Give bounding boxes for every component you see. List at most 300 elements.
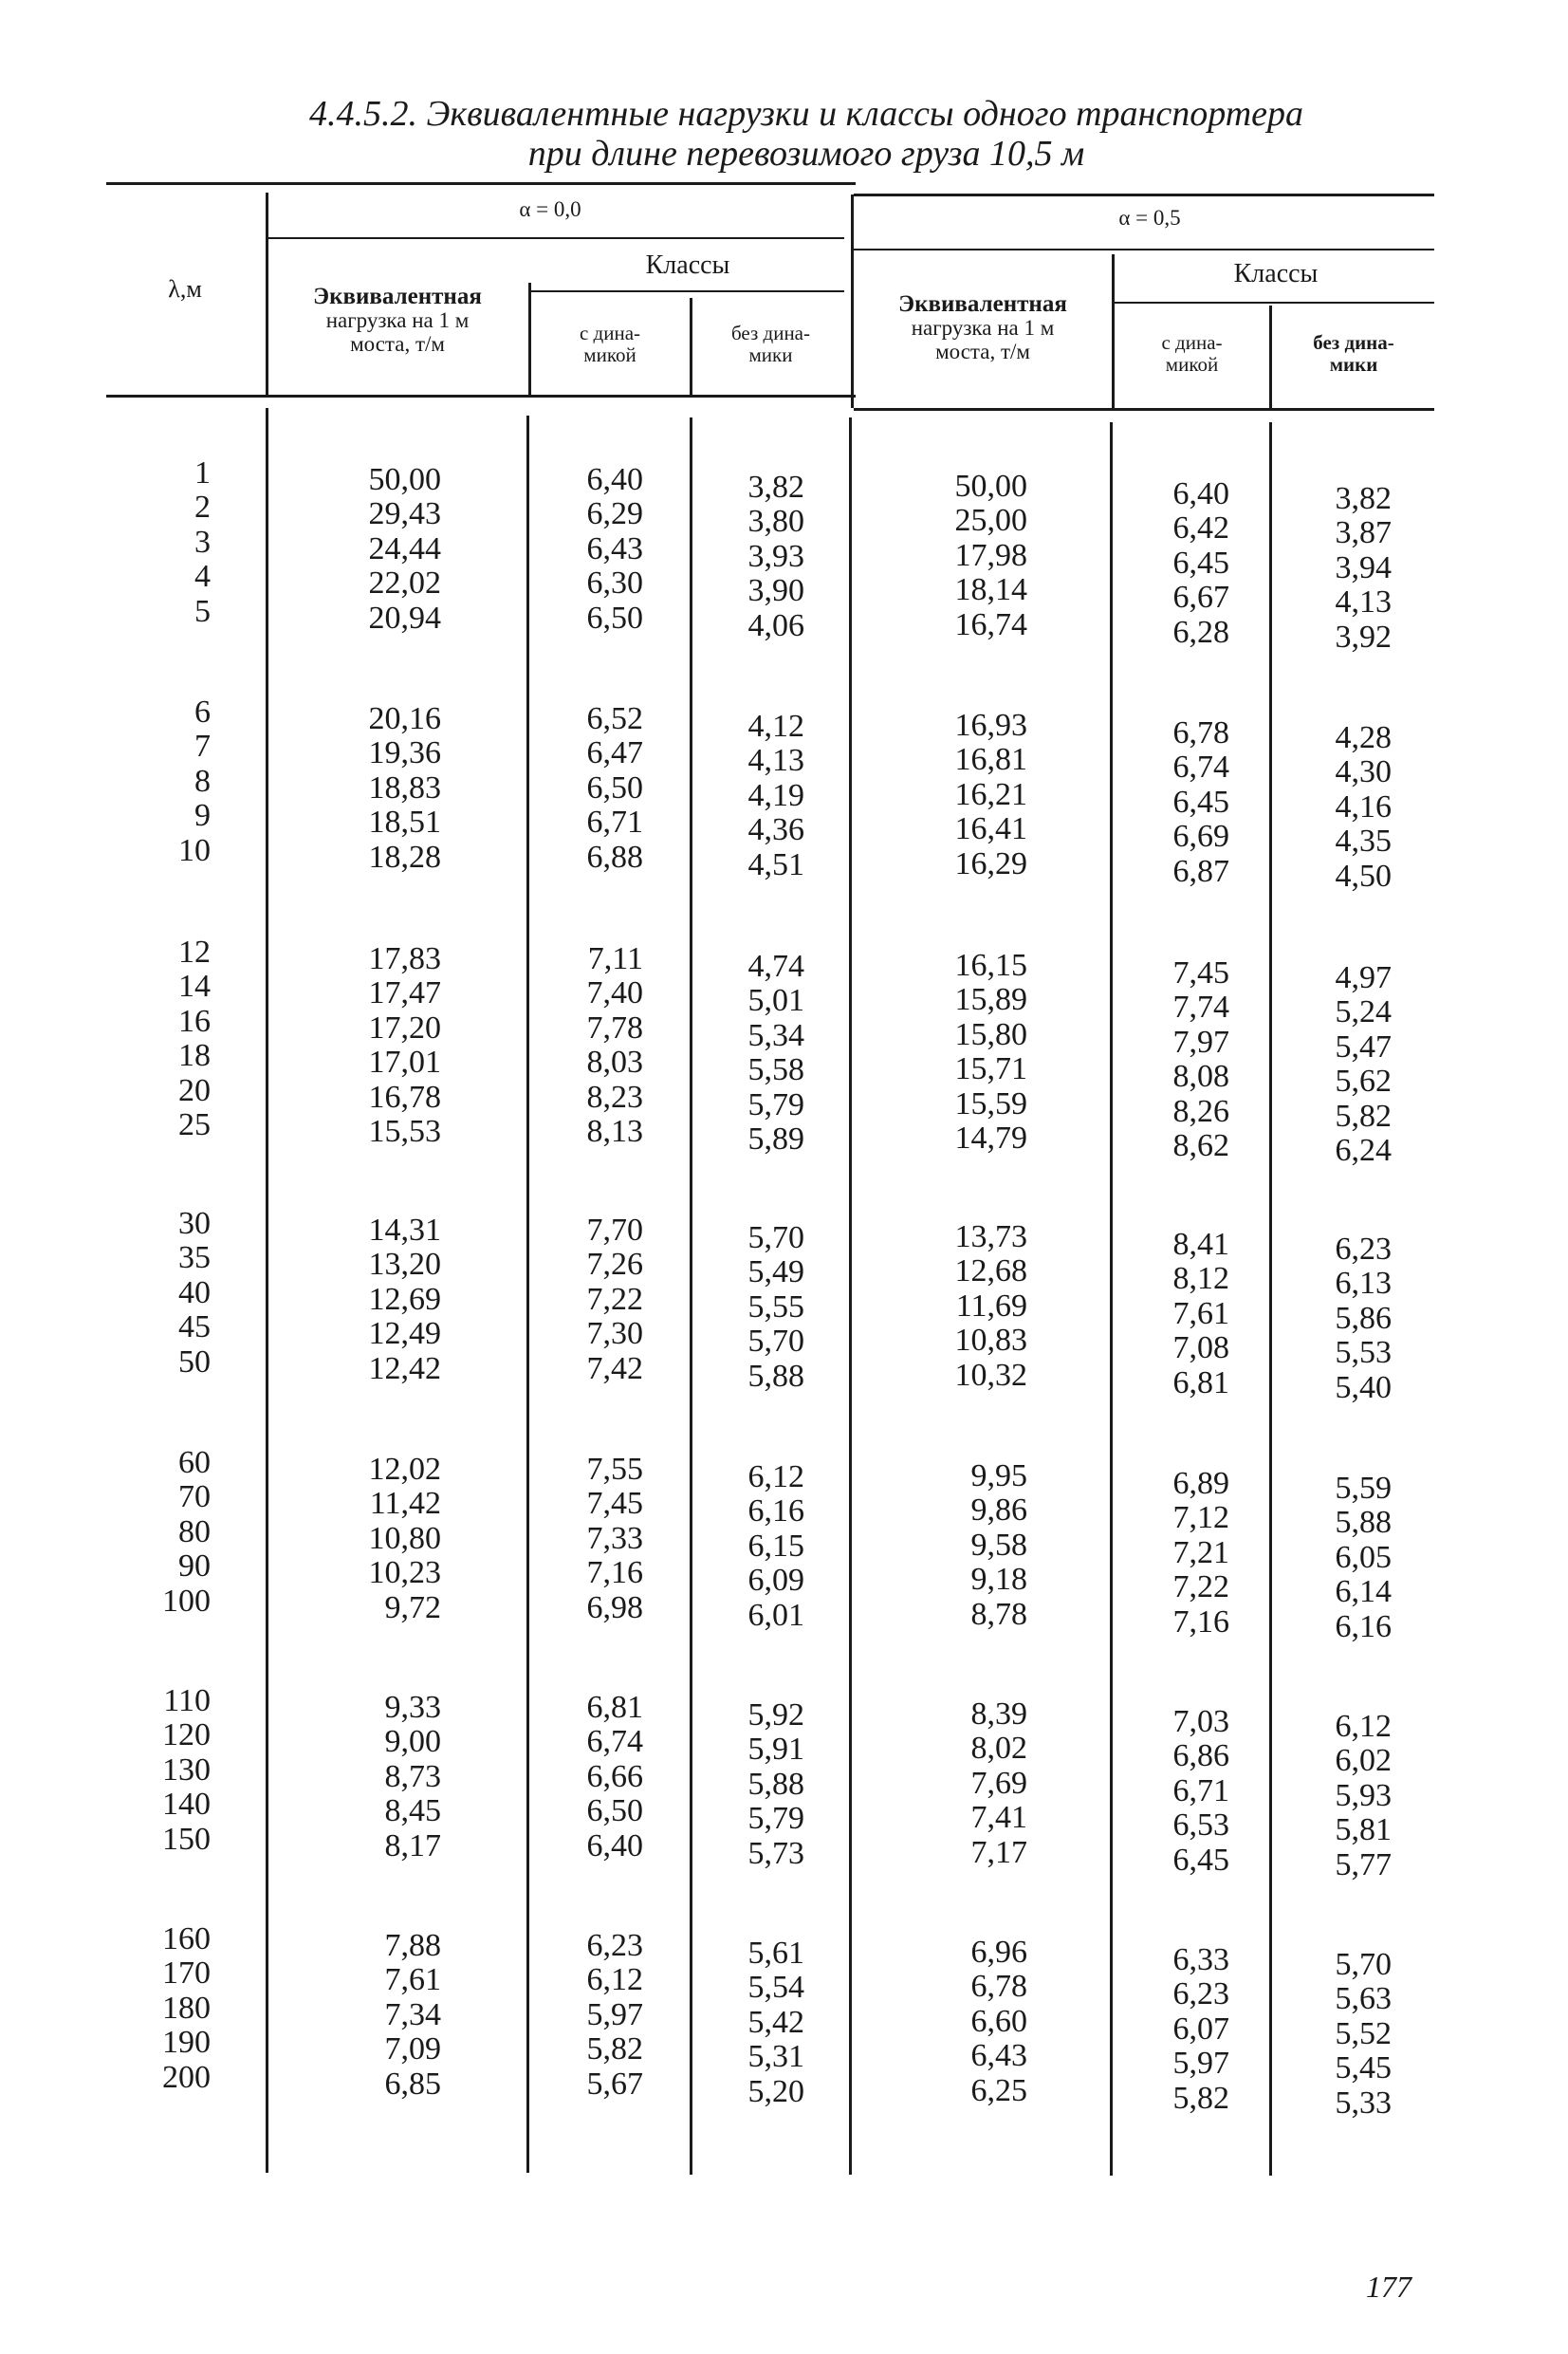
a5-dyn-cell: 6,89	[1172, 1466, 1229, 1501]
a5-load-cell: 18,14	[954, 572, 1027, 608]
a0-nodyn-column	[748, 1221, 805, 1394]
a0-dyn-cell: 7,45	[586, 1486, 643, 1522]
a0-dyn-column	[587, 1929, 644, 2102]
a5-nodyn-column	[1336, 1948, 1393, 2121]
dyn-line1: с дина-	[1161, 331, 1223, 354]
a0-nodyn-cell: 5,88	[747, 1766, 804, 1802]
a0-dyn-cell: 7,40	[586, 975, 643, 1011]
a0-nodyn-column	[748, 1937, 805, 2109]
a5-load-cell: 11,69	[955, 1288, 1027, 1324]
a0-load-cell: 20,94	[368, 600, 441, 636]
a0-nodyn-cell: 5,79	[747, 1086, 804, 1122]
a0-dyn-cell: 7,30	[586, 1316, 643, 1352]
col-divider-4	[851, 195, 854, 408]
a0-load-column	[385, 1929, 442, 2102]
nodyn-header-a5	[1272, 332, 1435, 376]
top-rule-right	[854, 194, 1434, 196]
lambda-cell: 4	[194, 559, 211, 595]
a5-load-cell: 9,18	[970, 1562, 1027, 1598]
alpha0-rule	[267, 237, 844, 239]
a5-dyn-cell: 6,69	[1172, 819, 1229, 855]
a0-dyn-cell: 6,88	[586, 839, 643, 875]
lambda-column	[162, 1922, 211, 2095]
col-divider-1	[266, 193, 268, 397]
a5-nodyn-column	[1336, 1710, 1393, 1882]
a5-dyn-cell: 8,41	[1172, 1227, 1229, 1262]
a5-load-cell: 10,32	[954, 1357, 1027, 1393]
a5-dyn-column	[1173, 1705, 1230, 1878]
a5-load-cell: 17,98	[954, 537, 1027, 573]
a0-nodyn-column	[748, 471, 805, 643]
a0-dyn-cell: 6,30	[586, 565, 643, 602]
a5-nodyn-cell: 4,50	[1335, 858, 1392, 894]
alpha0-header: α = 0,0	[519, 197, 581, 221]
a5-load-cell: 6,43	[970, 2038, 1027, 2074]
a5-nodyn-cell: 5,70	[1335, 1947, 1392, 1982]
a5-dyn-cell: 6,07	[1172, 2011, 1229, 2047]
a0-dyn-cell: 6,29	[586, 496, 643, 532]
a5-dyn-cell: 6,78	[1172, 715, 1229, 751]
a0-nodyn-cell: 4,74	[747, 949, 804, 984]
a5-dyn-cell: 6,87	[1172, 853, 1229, 889]
a5-dyn-cell: 7,61	[1172, 1295, 1229, 1331]
a5-load-cell: 6,25	[970, 2072, 1027, 2108]
a5-load-cell: 9,95	[970, 1458, 1027, 1493]
a5-nodyn-cell: 4,35	[1335, 824, 1392, 860]
a0-nodyn-column	[748, 1698, 805, 1871]
lambda-cell: 80	[178, 1513, 211, 1549]
a0-load-cell: 15,53	[368, 1114, 441, 1150]
a5-load-cell: 16,81	[954, 742, 1027, 778]
a5-load-cell: 16,21	[954, 776, 1027, 812]
a5-load-cell: 16,41	[954, 811, 1027, 847]
a0-nodyn-cell: 5,89	[747, 1121, 804, 1158]
a5-nodyn-column	[1336, 1233, 1393, 1405]
a5-dyn-cell: 8,62	[1172, 1128, 1229, 1164]
a0-dyn-cell: 6,50	[586, 1793, 643, 1829]
a0-nodyn-cell: 5,70	[747, 1324, 804, 1360]
lambda-cell: 45	[178, 1309, 211, 1345]
a5-dyn-cell: 6,42	[1172, 510, 1229, 547]
a5-nodyn-column	[1336, 961, 1393, 1168]
a5-nodyn-cell: 5,63	[1335, 1981, 1392, 2017]
a0-load-cell: 7,09	[384, 2031, 441, 2067]
a0-dyn-cell: 6,43	[586, 530, 643, 566]
a5-load-column	[971, 1697, 1028, 1870]
nodyn-line2: мики	[1329, 353, 1378, 376]
a5-nodyn-cell: 5,77	[1335, 1846, 1392, 1882]
a0-nodyn-cell: 5,70	[747, 1220, 804, 1255]
a0-nodyn-cell: 5,61	[747, 1936, 804, 1971]
a0-nodyn-cell: 6,01	[747, 1597, 804, 1633]
lambda-cell: 120	[162, 1717, 211, 1753]
a5-nodyn-cell: 6,13	[1335, 1266, 1392, 1302]
a5-dyn-cell: 6,67	[1172, 580, 1229, 616]
a5-nodyn-cell: 5,33	[1335, 2085, 1392, 2121]
a5-load-cell: 15,71	[954, 1051, 1027, 1087]
a0-load-cell: 19,36	[368, 735, 441, 771]
a5-nodyn-cell: 4,28	[1335, 720, 1392, 755]
a5-nodyn-cell: 5,62	[1335, 1064, 1392, 1100]
a0-nodyn-cell: 5,49	[747, 1254, 804, 1290]
a0-load-cell: 7,61	[384, 1962, 441, 1998]
col-divider-4b	[849, 417, 852, 2175]
nodyn-line2: мики	[748, 343, 793, 366]
classes-header-a0: Классы	[645, 250, 730, 280]
a0-dyn-cell: 8,13	[586, 1114, 643, 1150]
a0-load-column	[369, 942, 442, 1149]
a5-dyn-cell: 7,03	[1172, 1704, 1229, 1739]
a5-load-cell: 7,69	[970, 1765, 1027, 1801]
a5-load-cell: 12,68	[954, 1253, 1027, 1289]
equiv-load-line2: нагрузка на 1 м	[911, 316, 1055, 340]
a0-nodyn-cell: 3,93	[747, 538, 804, 574]
a5-dyn-column	[1173, 716, 1230, 889]
a5-dyn-cell: 6,45	[1172, 1842, 1229, 1878]
dyn-line2: микой	[583, 343, 636, 366]
a0-load-cell: 11,42	[369, 1486, 441, 1522]
col-divider-5b	[1110, 422, 1113, 2176]
a5-dyn-cell: 8,08	[1172, 1059, 1229, 1095]
a0-load-cell: 8,17	[384, 1827, 441, 1863]
top-rule-left	[106, 182, 856, 185]
a0-load-cell: 12,42	[368, 1350, 441, 1386]
a5-dyn-cell: 7,74	[1172, 990, 1229, 1026]
lambda-cell: 16	[178, 1003, 211, 1039]
lambda-cell: 110	[163, 1683, 211, 1718]
lambda-cell: 18	[178, 1038, 211, 1074]
a5-dyn-cell: 6,45	[1172, 545, 1229, 581]
col-divider-3b	[690, 417, 692, 2175]
a0-load-cell: 18,28	[368, 839, 441, 875]
a5-load-cell: 8,39	[970, 1696, 1027, 1732]
a0-nodyn-cell: 6,12	[747, 1459, 804, 1494]
a5-nodyn-cell: 5,93	[1335, 1777, 1392, 1813]
a5-nodyn-cell: 4,97	[1335, 960, 1392, 995]
alpha05-header: α = 0,5	[1118, 206, 1181, 230]
lambda-column	[178, 936, 211, 1142]
a0-dyn-cell: 6,40	[586, 462, 643, 497]
a0-dyn-column	[587, 1453, 644, 1625]
lambda-cell: 170	[162, 1955, 211, 1992]
a5-dyn-cell: 6,28	[1172, 614, 1229, 650]
a5-nodyn-cell: 6,12	[1335, 1709, 1392, 1744]
a5-load-cell: 25,00	[954, 503, 1027, 539]
a0-load-cell: 17,20	[368, 1010, 441, 1046]
lambda-column	[162, 1684, 211, 1857]
a0-load-cell: 8,73	[384, 1758, 441, 1794]
lambda-column	[194, 456, 211, 629]
a5-load-column	[955, 709, 1028, 881]
a0-nodyn-cell: 4,12	[747, 709, 804, 744]
a0-nodyn-cell: 5,34	[747, 1017, 804, 1053]
a5-load-cell: 6,78	[970, 1969, 1027, 2005]
a0-nodyn-column	[748, 950, 805, 1157]
a0-load-cell: 10,23	[368, 1555, 441, 1591]
a5-nodyn-cell: 5,88	[1335, 1505, 1392, 1541]
a5-nodyn-cell: 4,16	[1335, 788, 1392, 825]
a5-dyn-column	[1173, 477, 1230, 650]
equiv-load-header-a0	[269, 285, 526, 356]
classes-rule-a0	[531, 290, 844, 292]
equiv-load-line3: моста, т/м	[350, 332, 445, 356]
a0-nodyn-cell: 5,91	[747, 1732, 804, 1768]
equiv-load-line2: нагрузка на 1 м	[325, 308, 470, 332]
a0-dyn-cell: 7,16	[586, 1555, 643, 1591]
a5-load-cell: 10,83	[954, 1323, 1027, 1359]
dyn-header-a5	[1115, 332, 1269, 376]
lambda-cell: 8	[194, 763, 211, 799]
a5-nodyn-column	[1336, 482, 1393, 655]
a0-dyn-cell: 5,67	[586, 2066, 643, 2102]
a5-nodyn-cell: 3,82	[1335, 481, 1392, 516]
lambda-cell: 35	[178, 1240, 211, 1276]
lambda-cell: 10	[178, 832, 211, 868]
a5-load-cell: 9,58	[970, 1527, 1027, 1563]
a0-load-cell: 50,00	[368, 462, 441, 497]
a5-nodyn-cell: 4,13	[1335, 584, 1392, 621]
a5-nodyn-cell: 5,81	[1335, 1812, 1392, 1848]
dyn-header-a0	[531, 323, 689, 366]
a5-load-cell: 9,86	[970, 1492, 1027, 1529]
a0-dyn-cell: 6,50	[586, 769, 643, 806]
a5-nodyn-cell: 5,47	[1335, 1029, 1392, 1065]
a0-dyn-cell: 7,55	[586, 1452, 643, 1487]
a0-load-cell: 13,20	[368, 1247, 441, 1283]
a0-dyn-column	[587, 702, 644, 875]
lambda-cell: 3	[194, 524, 211, 560]
a0-nodyn-column	[748, 710, 805, 882]
a5-dyn-cell: 6,53	[1172, 1807, 1229, 1844]
a0-load-column	[369, 463, 442, 636]
a0-nodyn-cell: 6,16	[747, 1493, 804, 1529]
lambda-cell: 70	[178, 1479, 211, 1515]
a0-dyn-cell: 6,98	[586, 1589, 643, 1625]
a5-nodyn-cell: 5,40	[1335, 1369, 1392, 1405]
a0-nodyn-cell: 5,79	[747, 1801, 804, 1837]
a5-load-cell: 8,78	[970, 1596, 1027, 1632]
a5-dyn-cell: 6,86	[1172, 1738, 1229, 1774]
a5-load-cell: 15,80	[954, 1016, 1027, 1052]
a0-load-cell: 12,69	[368, 1281, 441, 1317]
lambda-cell: 2	[194, 490, 211, 526]
a5-load-cell: 15,89	[954, 982, 1027, 1018]
a0-nodyn-cell: 5,92	[747, 1697, 804, 1733]
a5-dyn-cell: 7,12	[1172, 1500, 1229, 1536]
dyn-line2: микой	[1165, 353, 1219, 376]
a0-dyn-cell: 7,22	[586, 1281, 643, 1317]
a0-dyn-cell: 7,33	[586, 1520, 643, 1556]
a5-nodyn-cell: 5,45	[1335, 2050, 1392, 2086]
a0-dyn-cell: 7,26	[586, 1247, 643, 1283]
a0-dyn-cell: 6,81	[586, 1690, 643, 1725]
a5-nodyn-cell: 6,14	[1335, 1574, 1392, 1610]
a0-load-cell: 10,80	[368, 1520, 441, 1556]
lambda-column	[162, 1446, 211, 1619]
a5-load-column	[971, 1459, 1028, 1632]
a0-load-cell: 22,02	[368, 565, 441, 602]
a0-nodyn-cell: 4,19	[747, 777, 804, 813]
a5-load-cell: 6,96	[970, 1935, 1027, 1970]
lambda-cell: 7	[194, 729, 211, 765]
lambda-cell: 140	[162, 1787, 211, 1823]
a0-dyn-cell: 6,74	[586, 1724, 643, 1760]
col-divider-1b	[266, 408, 268, 2173]
a5-dyn-cell: 7,21	[1172, 1534, 1229, 1570]
a5-dyn-column	[1173, 1943, 1230, 2116]
lambda-column	[178, 1207, 211, 1380]
a5-dyn-cell: 6,45	[1172, 784, 1229, 820]
a5-nodyn-cell: 5,24	[1335, 994, 1392, 1030]
col-divider-2b	[526, 416, 529, 2173]
a0-dyn-column	[587, 942, 644, 1149]
dyn-line1: с дина-	[579, 322, 641, 344]
a5-load-column	[955, 470, 1028, 642]
a5-dyn-cell: 7,16	[1172, 1603, 1229, 1640]
a0-nodyn-cell: 5,01	[747, 983, 804, 1019]
a0-nodyn-cell: 3,90	[747, 573, 804, 609]
page-number: 177	[1366, 2270, 1411, 2304]
lambda-cell: 30	[178, 1206, 211, 1241]
lambda-cell: 60	[178, 1445, 211, 1480]
lambda-cell: 50	[178, 1344, 211, 1380]
table-title-line1: 4.4.5.2. Эквивалентные нагрузки и классы одного транспортера	[308, 94, 1304, 134]
lambda-cell: 190	[162, 2025, 211, 2061]
a0-nodyn-cell: 5,73	[747, 1835, 804, 1871]
a0-load-cell: 8,45	[384, 1793, 441, 1829]
a0-nodyn-cell: 4,06	[747, 607, 804, 643]
lambda-cell: 5	[194, 593, 211, 629]
a0-load-cell: 20,16	[368, 701, 441, 736]
a0-nodyn-cell: 4,51	[747, 846, 804, 882]
a0-dyn-cell: 7,70	[586, 1213, 643, 1248]
a5-load-cell: 50,00	[954, 469, 1027, 504]
a0-nodyn-cell: 6,09	[747, 1563, 804, 1599]
a5-dyn-cell: 6,23	[1172, 1976, 1229, 2012]
a5-nodyn-cell: 6,16	[1335, 1608, 1392, 1644]
a0-dyn-column	[587, 1691, 644, 1863]
a0-load-cell: 17,47	[368, 975, 441, 1011]
lambda-cell: 14	[178, 969, 211, 1005]
lambda-cell: 200	[162, 2059, 211, 2095]
a5-nodyn-column	[1336, 721, 1393, 894]
a5-load-cell: 16,15	[954, 948, 1027, 983]
a0-dyn-cell: 7,42	[586, 1350, 643, 1386]
a0-dyn-cell: 5,97	[586, 1996, 643, 2032]
a0-load-cell: 18,83	[368, 769, 441, 806]
a0-load-cell: 18,51	[368, 805, 441, 841]
a0-load-column	[369, 702, 442, 875]
equiv-load-line1: Эквивалентная	[313, 284, 482, 309]
lambda-column	[178, 695, 211, 868]
a5-nodyn-cell: 5,52	[1335, 2015, 1392, 2051]
lambda-cell: 40	[178, 1274, 211, 1310]
a0-dyn-cell: 6,50	[586, 600, 643, 636]
a0-nodyn-cell: 5,88	[747, 1358, 804, 1394]
nodyn-header-a0	[692, 323, 849, 366]
a0-load-cell: 17,01	[368, 1045, 441, 1081]
table-title-line2: при длине перевозимого груза 10,5 м	[527, 134, 1085, 174]
a0-load-cell: 6,85	[384, 2066, 441, 2102]
a5-load-cell: 16,74	[954, 606, 1027, 642]
a0-load-cell: 16,78	[368, 1079, 441, 1115]
lambda-cell: 1	[194, 455, 211, 491]
nodyn-line1: без дина-	[730, 322, 810, 344]
a5-load-cell: 16,93	[954, 708, 1027, 743]
a0-load-cell: 12,49	[368, 1316, 441, 1352]
a5-nodyn-cell: 3,92	[1335, 619, 1392, 655]
a0-dyn-cell: 5,82	[586, 2031, 643, 2067]
a0-load-column	[369, 1453, 442, 1625]
a5-load-cell: 7,17	[970, 1834, 1027, 1870]
a0-dyn-cell: 8,03	[586, 1045, 643, 1081]
lambda-cell: 150	[162, 1821, 211, 1857]
a5-nodyn-cell: 3,94	[1335, 549, 1392, 585]
header-bottom-rule-left	[106, 395, 856, 398]
classes-rule-a5	[1115, 302, 1434, 304]
alpha05-rule	[854, 249, 1434, 250]
nodyn-line1: без дина-	[1313, 331, 1394, 354]
a0-nodyn-cell: 5,20	[747, 2073, 804, 2109]
a5-load-column	[955, 949, 1028, 1156]
a0-load-cell: 7,34	[384, 1996, 441, 2032]
a5-dyn-cell: 8,26	[1172, 1093, 1229, 1129]
a0-load-cell: 29,43	[368, 496, 441, 532]
lambda-cell: 180	[162, 1990, 211, 2026]
equiv-load-header-a5	[856, 292, 1110, 363]
a0-nodyn-cell: 3,80	[747, 504, 804, 540]
a0-nodyn-cell: 3,82	[747, 470, 804, 505]
a5-dyn-column	[1173, 1467, 1230, 1640]
a0-load-cell: 9,72	[384, 1589, 441, 1625]
a0-dyn-cell: 6,40	[586, 1827, 643, 1863]
a5-nodyn-cell: 5,53	[1335, 1335, 1392, 1371]
a5-dyn-cell: 7,22	[1172, 1569, 1229, 1605]
a0-nodyn-cell: 5,58	[747, 1052, 804, 1088]
a0-nodyn-cell: 5,55	[747, 1288, 804, 1325]
lambda-cell: 90	[178, 1548, 211, 1585]
a5-nodyn-cell: 5,82	[1335, 1098, 1392, 1134]
a5-dyn-cell: 5,97	[1172, 2046, 1229, 2082]
a5-dyn-column	[1173, 1228, 1230, 1400]
a5-dyn-cell: 6,74	[1172, 750, 1229, 786]
header-bottom-rule-right	[854, 408, 1434, 411]
a0-dyn-cell: 6,52	[586, 701, 643, 736]
a5-dyn-cell: 7,08	[1172, 1330, 1229, 1366]
equiv-load-line1: Эквивалентная	[898, 291, 1067, 317]
a0-load-cell: 17,83	[368, 941, 441, 976]
a5-load-column	[971, 1936, 1028, 2108]
a5-dyn-cell: 6,81	[1172, 1364, 1229, 1400]
a5-nodyn-cell: 5,86	[1335, 1300, 1392, 1336]
a5-load-cell: 13,73	[954, 1219, 1027, 1254]
lambda-cell: 130	[162, 1752, 211, 1788]
lambda-cell: 20	[178, 1072, 211, 1108]
a5-nodyn-cell: 6,24	[1335, 1133, 1392, 1169]
a0-dyn-cell: 6,23	[586, 1928, 643, 1963]
a5-load-cell: 6,60	[970, 2003, 1027, 2039]
a0-dyn-cell: 8,23	[586, 1079, 643, 1115]
a0-load-cell: 9,33	[384, 1690, 441, 1725]
lambda-cell: 25	[178, 1107, 211, 1143]
a5-dyn-cell: 6,33	[1172, 1942, 1229, 1977]
a5-nodyn-cell: 6,23	[1335, 1232, 1392, 1267]
a5-load-cell: 15,59	[954, 1085, 1027, 1121]
a5-dyn-cell: 8,12	[1172, 1261, 1229, 1297]
a5-dyn-cell: 6,40	[1172, 476, 1229, 511]
a5-dyn-column	[1173, 956, 1230, 1163]
a5-dyn-cell: 5,82	[1172, 2080, 1229, 2116]
